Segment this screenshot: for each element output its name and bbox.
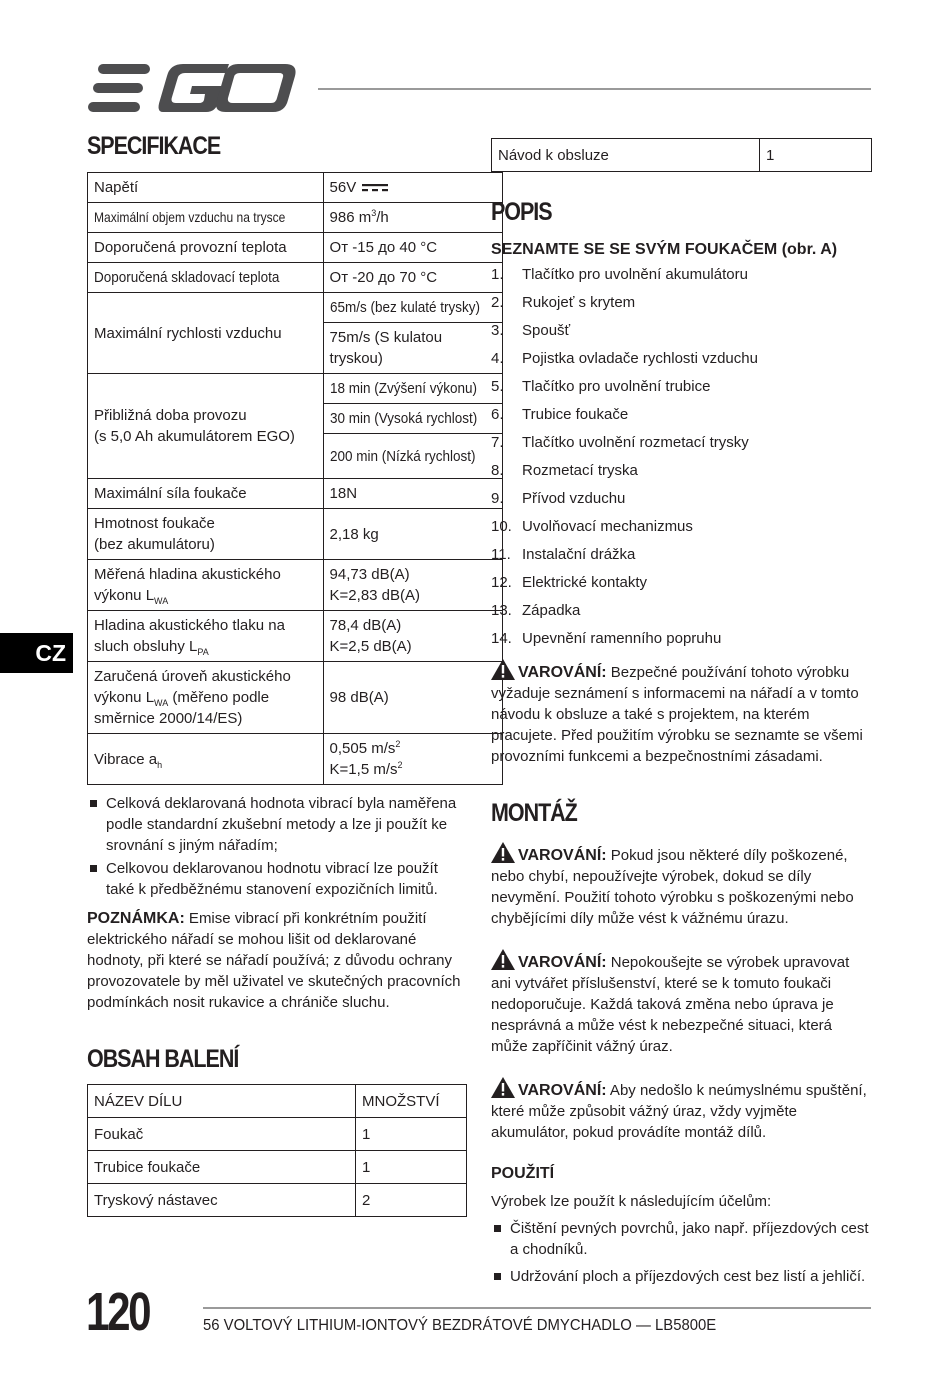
warning-triangle-icon xyxy=(491,1077,515,1098)
table-row xyxy=(88,479,503,509)
table-row xyxy=(88,1184,467,1217)
list-item: 4. Pojistka ovladače rychlosti vzduchu xyxy=(491,350,758,367)
list-item: Udržování ploch a příjezdových cest bez listí a jehličí. xyxy=(491,1266,872,1287)
warning-triangle-icon xyxy=(491,842,515,863)
spec-value: 200 min (Nízká rychlost) xyxy=(323,434,503,479)
spec-value: 78,4 dB(A) K=2,5 dB(A) xyxy=(323,611,503,662)
warning-triangle-icon xyxy=(491,659,515,680)
list-item: Čištění pevných povrchů, jako např. příjezdových cest a chodníků. xyxy=(491,1218,872,1260)
spec-value: От -15 до 40 °C xyxy=(323,233,503,263)
spec-value: 2,18 kg xyxy=(323,509,503,560)
table-row xyxy=(88,1151,467,1184)
spec-label: Maximální síla foukače xyxy=(88,479,324,509)
table-row xyxy=(88,560,503,611)
spec-label: Vibrace $a_h$ xyxy=(88,734,324,785)
spec-value: 65m/s (bez kulaté trysky) xyxy=(323,293,503,323)
spec-value: 98 dB(A) xyxy=(323,662,503,734)
language-tab: CZ xyxy=(0,633,73,673)
spec-label: Měřená hladina akustického výkonu $L_{WA}$ xyxy=(88,560,324,611)
usage-intro: Výrobek lze použít k následujícím účelům: xyxy=(491,1193,772,1210)
footer-title: 56 VOLTOVÝ LITHIUM-IONTOVÝ BEZDRÁTOVÉ DMYCHADLO — LB5800E xyxy=(203,1317,717,1334)
list-item: 13. Západka xyxy=(491,602,581,619)
spec-value: 18 min (Zvýšení výkonu) xyxy=(323,374,503,404)
table-header-row xyxy=(88,1085,467,1118)
package-table-continued xyxy=(491,138,872,172)
table-row xyxy=(88,233,503,263)
ego-logo xyxy=(88,62,298,114)
spec-value: 0,505 $m/s^2$ K=1,5 $m/s^2$ xyxy=(323,734,503,785)
spec-label: Hmotnost foukače (bez akumulátoru) xyxy=(88,509,324,560)
table-row xyxy=(88,374,503,404)
note-label: POZNÁMKA: xyxy=(87,910,185,927)
spec-value: 56V xyxy=(323,173,503,203)
part-qty: 1 xyxy=(356,1118,467,1151)
list-item: 3. Spoušť xyxy=(491,322,571,339)
warning-triangle-icon xyxy=(491,949,515,970)
list-item: 7. Tlačítko uvolnění rozmetací trysky xyxy=(491,434,749,451)
table-row xyxy=(88,662,503,734)
dc-symbol-icon xyxy=(362,183,388,193)
list-item: 10. Uvolňovací mechanizmus xyxy=(491,518,693,535)
table-row xyxy=(88,1118,467,1151)
note-paragraph xyxy=(87,908,467,1013)
description-title: POPIS xyxy=(491,198,552,226)
table-row xyxy=(88,173,503,203)
description-subtitle: SEZNAMTE SE SE SVÝM FOUKAČEM (obr. A) xyxy=(491,241,838,258)
usage-title: POUŽITÍ xyxy=(491,1165,555,1182)
note-text: Emise vibrací při konkrétním použití elektrického nářadí se mohou lišit od deklarované hodnoty, při které se nářadí používá; z důvodu ochrany provozovatele by měl uživatel ve skutečných pracovních podmínkách nosit rukavice a chrániče sluchu. xyxy=(87,910,461,1011)
list-item: 12. Elektrické kontakty xyxy=(491,574,648,591)
part-qty: 2 xyxy=(356,1184,467,1217)
assembly-title: MONTÁŽ xyxy=(491,799,577,827)
spec-label: Hladina akustického tlaku na sluch obsluhy $L_{PA}$ xyxy=(88,611,324,662)
spec-label: Doporučená skladovací teplota xyxy=(88,263,324,293)
list-item: 14. Upevnění ramenního popruhu xyxy=(491,630,722,647)
part-name: Foukač xyxy=(88,1118,356,1151)
spec-value: 18N xyxy=(323,479,503,509)
table-row xyxy=(492,139,872,172)
list-item: 11. Instalační drážka xyxy=(491,546,636,563)
spec-table xyxy=(87,172,503,785)
table-row xyxy=(88,263,503,293)
spec-label: Zaručená úroveň akustického výkonu $L_{WA}$ (měřeno podle směrnice 2000/14/ES) xyxy=(88,662,324,734)
spec-label: Maximální rychlosti vzduchu xyxy=(88,293,324,374)
right-column xyxy=(491,138,872,1289)
footer-rule xyxy=(203,1307,871,1309)
parts-list xyxy=(491,265,872,657)
warning-paragraph: VAROVÁNÍ: Bezpečné používání tohoto výrobku vyžaduje seznámení s informacemi na nářadí a v tomto návodu k obsluze a také s projektem, na kterém pracujete. Před použitím výrobku se seznamte se všemi provozními funkcemi a bezpečnostními zásadami. xyxy=(491,659,872,767)
list-item: 1. Tlačítko pro uvolnění akumulátoru xyxy=(491,266,748,283)
header-rule xyxy=(318,88,871,90)
list-item: Celkovou deklarovanou hodnotu vibrací lze použít také k předběžnému stanovení expozičních limitů. xyxy=(87,858,467,900)
part-qty: 1 xyxy=(356,1151,467,1184)
table-row xyxy=(88,611,503,662)
part-name: Návod k obsluze xyxy=(492,139,760,172)
spec-value: От -20 до 70 °C xyxy=(323,263,503,293)
spec-label: Doporučená provozní teplota xyxy=(88,233,324,263)
list-item: 8. Rozmetací tryska xyxy=(491,462,638,479)
package-table xyxy=(87,1084,467,1217)
page-number: 120 xyxy=(86,1282,150,1342)
spec-label: Maximální objem vzduchu na trysce xyxy=(88,203,324,233)
spec-title: SPECIFIKACE xyxy=(87,132,221,160)
list-item: 6. Trubice foukače xyxy=(491,406,629,423)
part-name: Trubice foukače xyxy=(88,1151,356,1184)
table-row xyxy=(88,509,503,560)
column-header-qty: MNOŽSTVÍ xyxy=(356,1085,467,1118)
spec-value: 75m/s (S kulatou tryskou) xyxy=(323,323,503,374)
table-row xyxy=(88,203,503,233)
left-column xyxy=(87,132,480,1217)
list-item: Celková deklarovaná hodnota vibrací byla naměřena podle standardní zkušební metody a lze ji použít ke srovnání s jiným nářadím; xyxy=(87,793,467,856)
list-item: 2. Rukojeť s krytem xyxy=(491,294,636,311)
spec-value: 30 min (Vysoká rychlost) xyxy=(323,404,503,434)
part-name: Tryskový nástavec xyxy=(88,1184,356,1217)
spec-value: 94,73 dB(A) K=2,83 dB(A) xyxy=(323,560,503,611)
table-row xyxy=(88,734,503,785)
package-title: OBSAH BALENÍ xyxy=(87,1045,239,1073)
part-qty: 1 xyxy=(760,139,872,172)
table-row xyxy=(88,293,503,323)
spec-label: Přibližná doba provozu (s 5,0 Ah akumulátorem EGO) xyxy=(88,374,324,479)
warning-paragraph: VAROVÁNÍ: Pokud jsou některé díly poškozené, nebo chybí, nepoužívejte výrobek, dokud se díly nevymění. Použití tohoto výrobku s poškozenými nebo chybějícími díly může vést k vážnému úrazu. xyxy=(491,842,872,929)
column-header-part: NÁZEV DÍLU xyxy=(88,1085,356,1118)
spec-value: 986 $m^3/h$ xyxy=(323,203,503,233)
vibration-notes xyxy=(87,793,467,900)
list-item: 9. Přívod vzduchu xyxy=(491,490,626,507)
usage-list xyxy=(491,1218,872,1287)
list-item: 5. Tlačítko pro uvolnění trubice xyxy=(491,378,711,395)
warning-paragraph: VAROVÁNÍ: Aby nedošlo k neúmyslnému spuštění, které může způsobit vážný úraz, vždy vyjměte akumulátor, pokud provádíte montáž dílů. xyxy=(491,1077,872,1143)
spec-label: Napětí xyxy=(88,173,324,203)
warning-paragraph: VAROVÁNÍ: Nepokoušejte se výrobek upravovat ani vytvářet příslušenství, které se k tomuto foukači nedoporučuje. Každá taková změna nebo úprava je nesprávná a může vést k nebezpečné situaci, která může zapříčinit vážný úraz. xyxy=(491,949,872,1057)
